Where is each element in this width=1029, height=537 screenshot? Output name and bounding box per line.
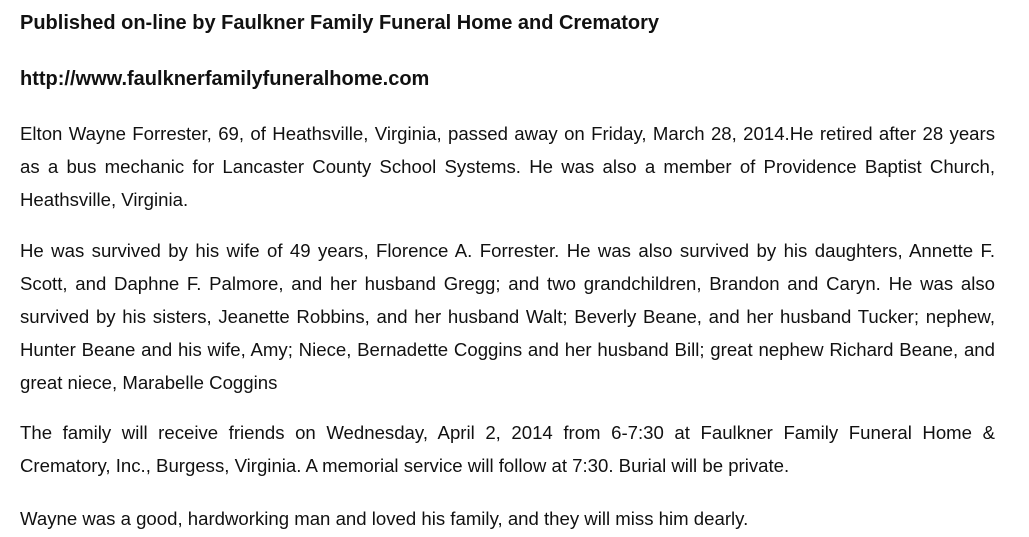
paragraph-visitation: The family will receive friends on Wednesday, April 2, 2014 from 6-7:30 at Faulkner Family Funeral Home & Crematory, Inc., Burgess, Virginia. A memorial service will follow at 7:30. Burial will be private. [20,422,995,476]
publisher-heading: Published on-line by Faulkner Family Funeral Home and Crematory [20,12,660,34]
paragraph-closing: Wayne was a good, hardworking man and loved his family, and they will miss him dearly. [20,508,749,529]
website-url: http://www.faulknerfamilyfuneralhome.com [20,68,430,90]
paragraph-death-notice: Elton Wayne Forrester, 69, of Heathsville, Virginia, passed away on Friday, March 28, 2014.He retired after 28 years as a bus mechanic for Lancaster County School Systems. He was also a member of Providence Baptist Church, Heathsville, Virginia. [20,123,995,210]
paragraph-survivors: He was survived by his wife of 49 years, Florence A. Forrester. He was also survived by his daughters, Annette F. Scott, and Daphne F. Palmore, and her husband Gregg; and two grandchildren, Brandon and Caryn. He was also survived by his sisters, Jeanette Robbins, and her husband Walt; Beverly Beane, and her husband Tucker; nephew, Hunter Beane and his wife, Amy; Niece, Bernadette Coggins and her husband Bill; great nephew Richard Beane, and great niece, Marabelle Coggins [20,240,995,393]
